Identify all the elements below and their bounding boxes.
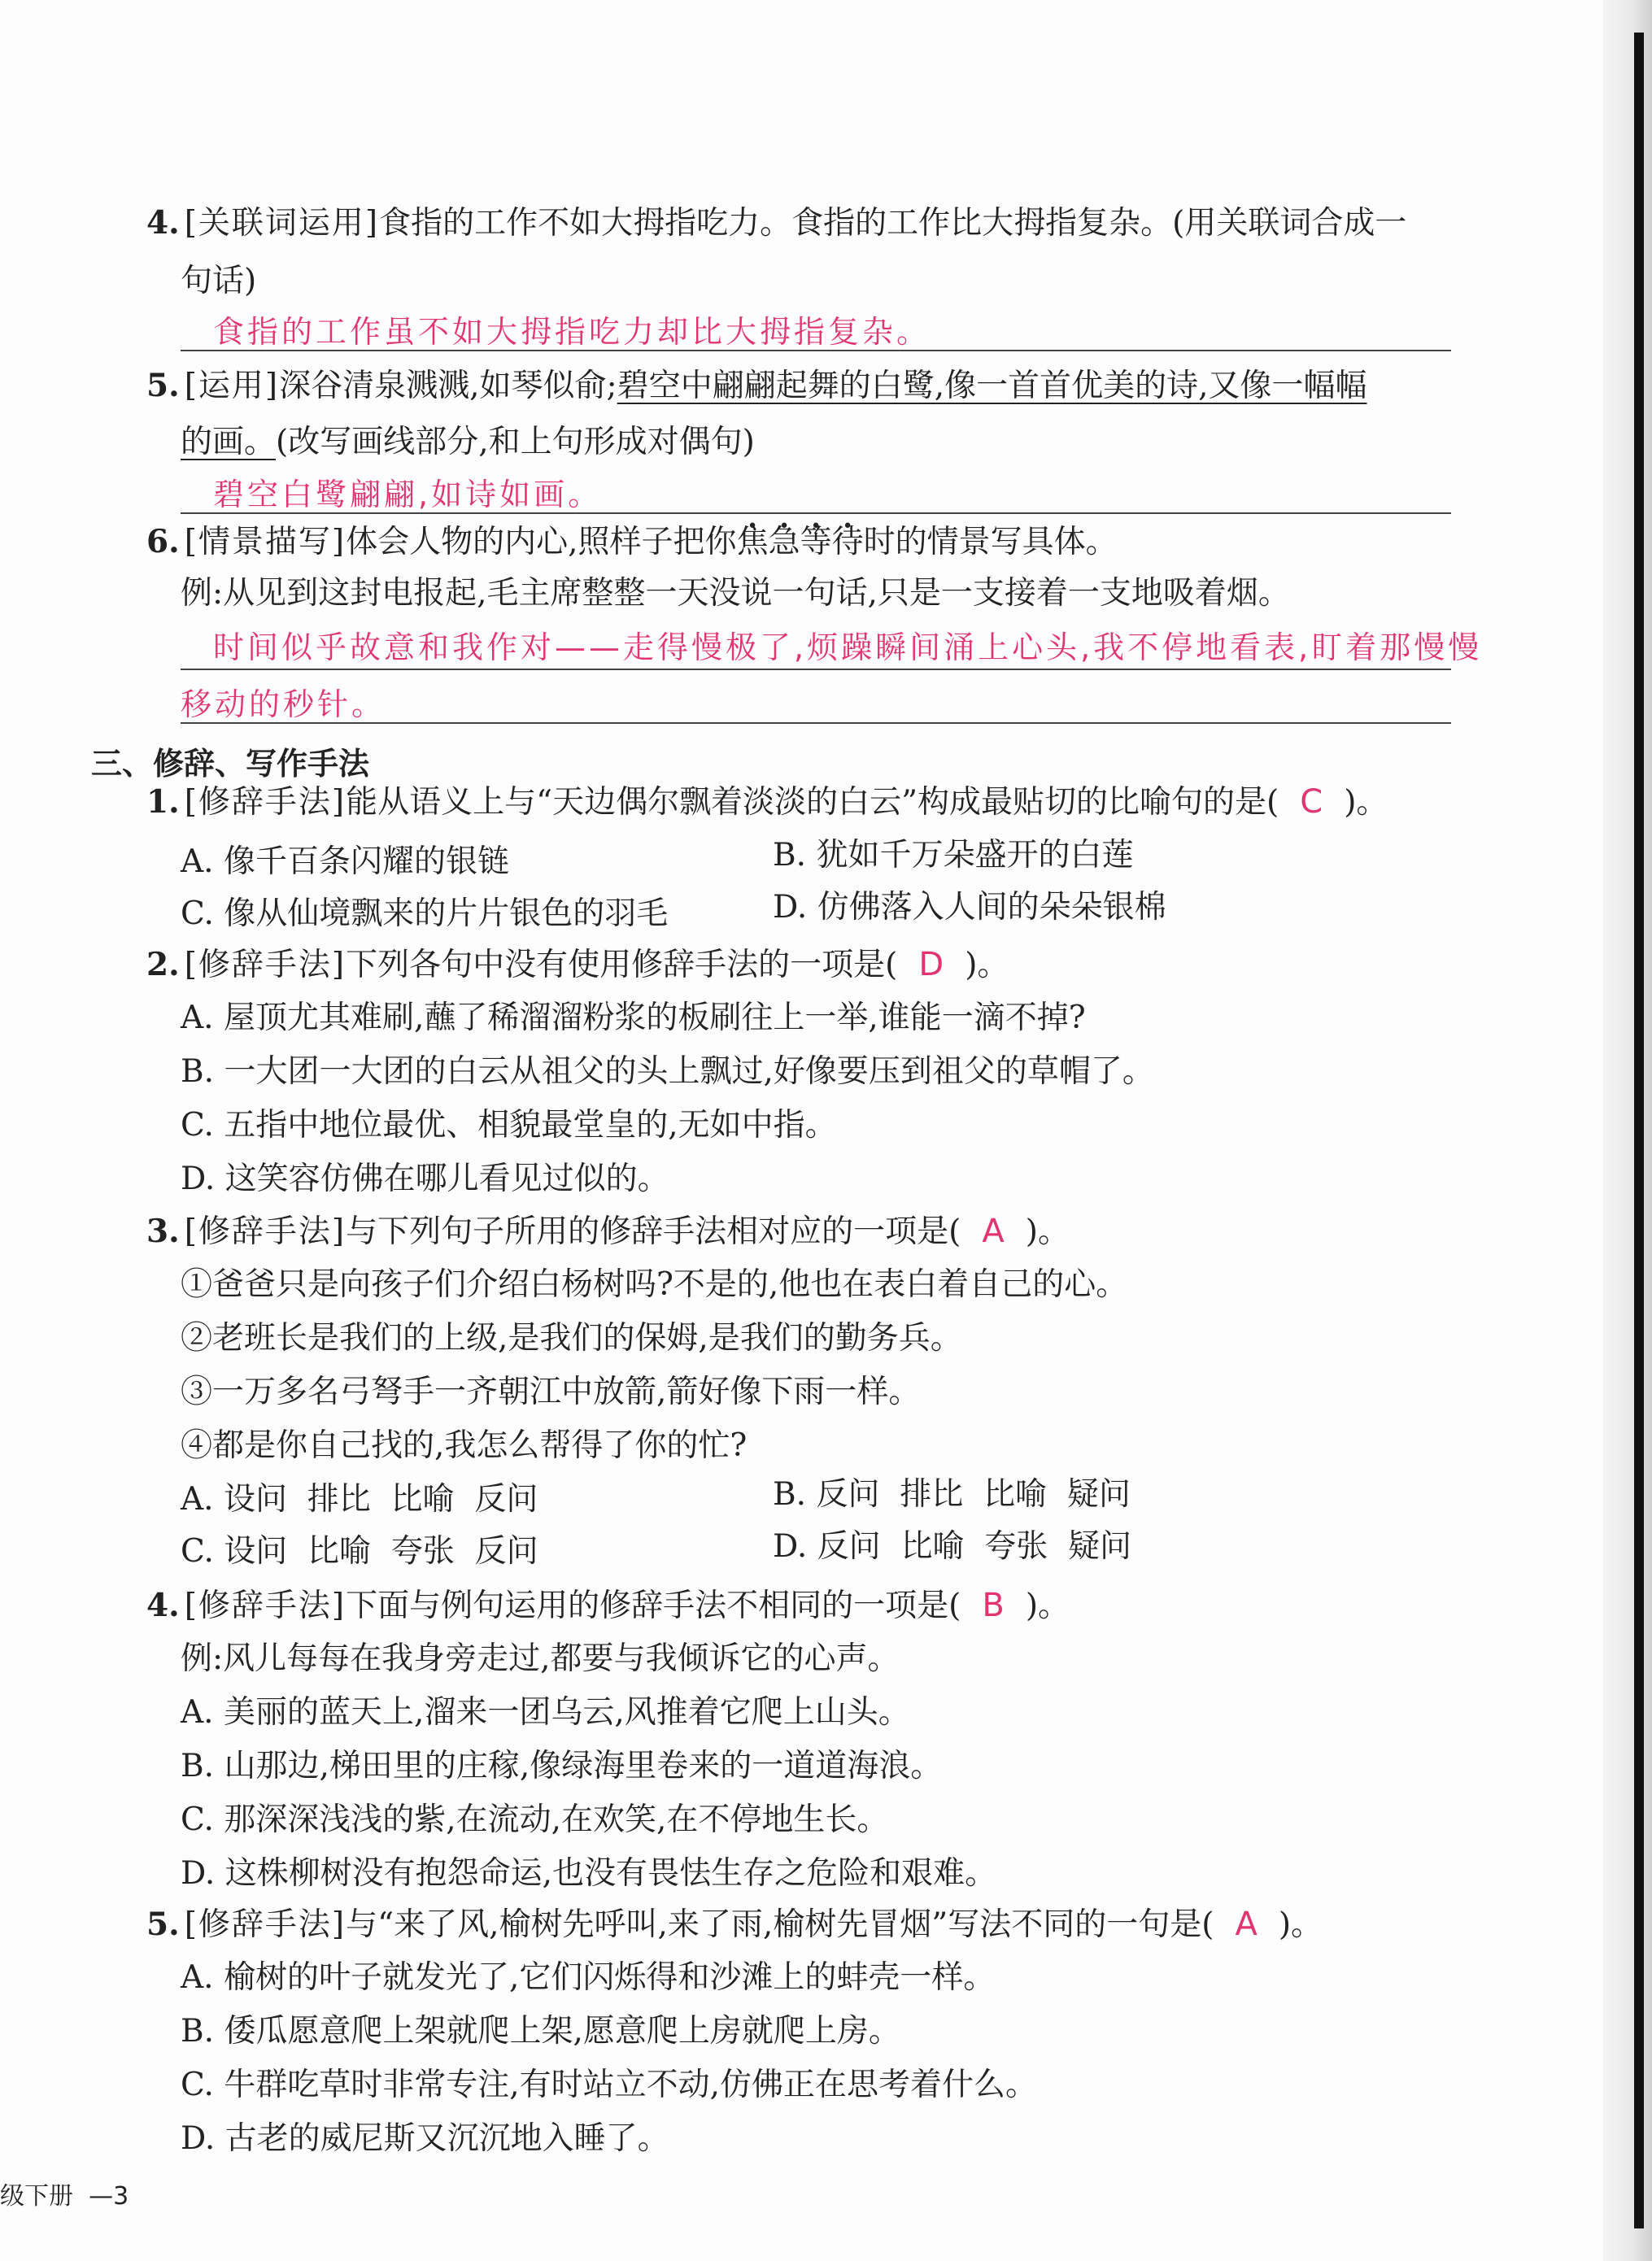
question-close: )。 — [1025, 1213, 1070, 1250]
answer-line — [181, 669, 1451, 670]
underlined-text: 的画。 — [181, 424, 277, 460]
answer-choice: A — [1235, 1906, 1258, 1943]
emphasis-char: 等 — [800, 524, 832, 560]
option-b: B. 一大团一大团的白云从祖父的头上飘过,好像要压到祖父的草帽了。 — [181, 1053, 1154, 1090]
emphasis-char: 焦 — [736, 524, 769, 560]
question-number: 5. — [146, 1906, 180, 1943]
question-6-answer-1: 时间似乎故意和我作对——走得慢极了,烦躁瞬间涌上心头,我不停地看表,盯着那慢慢 — [213, 630, 1483, 665]
option-b: B. 山那边,梯田里的庄稼,像绿海里卷来的一道道海浪。 — [181, 1748, 943, 1784]
option-b: B. 犹如千万朵盛开的白莲 — [773, 837, 1134, 873]
rhetoric-q5 — [146, 1903, 1323, 1946]
answer-choice: D — [918, 946, 944, 983]
question-tag: [修辞手法] — [184, 1213, 347, 1250]
question-5-apply — [146, 364, 1367, 407]
question-close: )。 — [1278, 1906, 1323, 1943]
option-d: D. 这笑容仿佛在哪儿看见过似的。 — [181, 1161, 669, 1197]
question-text: 下列各句中没有使用修辞手法的一项是( — [346, 947, 898, 983]
question-tag: [修辞手法] — [184, 1906, 347, 1943]
question-5-answer: 碧空白鹭翩翩,如诗如画。 — [213, 477, 603, 512]
question-instruction: (改写画线部分,和上句形成对偶句) — [276, 424, 755, 460]
option-a: A. 屋顶尤其难刷,蘸了稀溜溜粉浆的板刷往上一举,谁能一滴不掉? — [181, 1000, 1086, 1036]
option-d: D. 仿佛落入人间的朵朵银棉 — [773, 889, 1166, 926]
question-text: 体会人物的内心,照样子把你 — [346, 524, 737, 560]
option-c: C. 牛群吃草时非常专注,有时站立不动,仿佛正在思考着什么。 — [181, 2067, 1038, 2103]
option-c: C. 那深深浅浅的紫,在流动,在欢笑,在不停地生长。 — [181, 1801, 889, 1838]
page-edge-bar — [1634, 33, 1644, 2228]
option-a: A. 像千百条闪耀的银链 — [181, 843, 509, 880]
question-tag: [修辞手法] — [184, 1588, 347, 1624]
section-heading: 三、修辞、写作手法 — [91, 746, 370, 782]
question-text: 深谷清泉溅溅,如琴似俞; — [279, 368, 617, 404]
option-d: D. 反问 比喻 夸张 疑问 — [773, 1528, 1132, 1565]
option-c: C. 设问 比喻 夸张 反问 — [181, 1533, 538, 1570]
rhetoric-q2 — [146, 943, 1009, 987]
answer-line — [181, 350, 1451, 351]
question-number: 5. — [146, 367, 180, 404]
option-a: A. 设问 排比 比喻 反问 — [181, 1481, 538, 1518]
question-tag: [修辞手法] — [184, 784, 347, 821]
option-c: C. 五指中地位最优、相貌最堂皇的,无如中指。 — [181, 1107, 837, 1144]
option-b: B. 倭瓜愿意爬上架就爬上架,愿意爬上房就爬上房。 — [181, 2013, 900, 2050]
question-4-answer: 食指的工作虽不如大拇指吃力却比大拇指复杂。 — [213, 314, 931, 350]
page-edge-shadow — [1603, 0, 1652, 2261]
question-text: 下面与例句运用的修辞手法不相同的一项是( — [346, 1588, 961, 1624]
option-b: B. 反问 排比 比喻 疑问 — [773, 1476, 1131, 1513]
question-number: 4. — [146, 204, 180, 242]
question-text: 时的情景写具体。 — [863, 524, 1118, 560]
question-text: 与“来了风,榆树先呼叫,来了雨,榆树先冒烟”写法不同的一句是( — [346, 1906, 1214, 1943]
sentence-2: ②老班长是我们的上级,是我们的保姆,是我们的勤务兵。 — [181, 1320, 962, 1357]
question-number: 4. — [146, 1587, 180, 1624]
sentence-3: ③一万多名弓弩手一齐朝江中放箭,箭好像下雨一样。 — [181, 1374, 921, 1410]
question-4-relword — [146, 202, 1406, 245]
question-4-text-cont: 句话) — [181, 263, 257, 299]
emphasis-char: 急 — [768, 524, 800, 560]
question-tag: [运用] — [184, 368, 280, 404]
option-a: A. 榆树的叶子就发光了,它们闪烁得和沙滩上的蚌壳一样。 — [181, 1959, 996, 1996]
question-number: 3. — [146, 1213, 180, 1250]
option-a: A. 美丽的蓝天上,溜来一团乌云,风推着它爬上山头。 — [181, 1694, 910, 1731]
sentence-1: ①爸爸只是向孩子们介绍白杨树吗?不是的,他也在表白着自己的心。 — [181, 1266, 1128, 1303]
question-close: )。 — [1025, 1588, 1070, 1624]
question-number: 2. — [146, 946, 180, 983]
question-5-text-cont — [181, 421, 755, 464]
question-tag: [情景描写] — [184, 524, 347, 560]
answer-choice: B — [982, 1587, 1005, 1624]
question-tag: [修辞手法] — [184, 947, 347, 983]
rhetoric-q3 — [146, 1210, 1070, 1253]
question-6-scene — [146, 521, 1118, 564]
question-text: 食指的工作不如大拇指吃力。食指的工作比大拇指复杂。(用关联词合成一 — [379, 205, 1407, 242]
question-tag: [关联词运用] — [184, 205, 380, 242]
example-sentence: 例:风儿每每在我身旁走过,都要与我倾诉它的心声。 — [181, 1640, 900, 1677]
question-6-example: 例:从见到这封电报起,毛主席整整一天没说一句话,只是一支接着一支地吸着烟。 — [181, 575, 1290, 612]
emphasis-char: 待 — [831, 524, 864, 560]
question-text: 与下列句子所用的修辞手法相对应的一项是( — [346, 1213, 961, 1250]
question-number: 1. — [146, 783, 180, 821]
option-d: D. 这株柳树没有抱怨命运,也没有畏怯生存之危险和艰难。 — [181, 1855, 997, 1892]
page-footer: 级下册 —3 — [0, 2182, 129, 2211]
answer-choice: A — [982, 1213, 1005, 1250]
question-close: )。 — [1344, 784, 1388, 821]
option-d: D. 古老的威尼斯又沉沉地入睡了。 — [181, 2120, 669, 2157]
sentence-4: ④都是你自己找的,我怎么帮得了你的忙? — [181, 1427, 748, 1464]
answer-line — [181, 722, 1451, 724]
underlined-text: 碧空中翩翩起舞的白鹭,像一首首优美的诗,又像一幅幅 — [617, 368, 1367, 404]
rhetoric-q1 — [146, 781, 1388, 824]
rhetoric-q4 — [146, 1584, 1070, 1627]
question-number: 6. — [146, 523, 180, 560]
option-c: C. 像从仙境飘来的片片银色的羽毛 — [181, 895, 669, 932]
question-close: )。 — [965, 947, 1009, 983]
question-6-answer-2: 移动的秒针。 — [181, 686, 386, 722]
answer-choice: C — [1300, 783, 1323, 821]
question-text: 能从语义上与“天边偶尔飘着淡淡的白云”构成最贴切的比喻句的是( — [346, 784, 1279, 821]
